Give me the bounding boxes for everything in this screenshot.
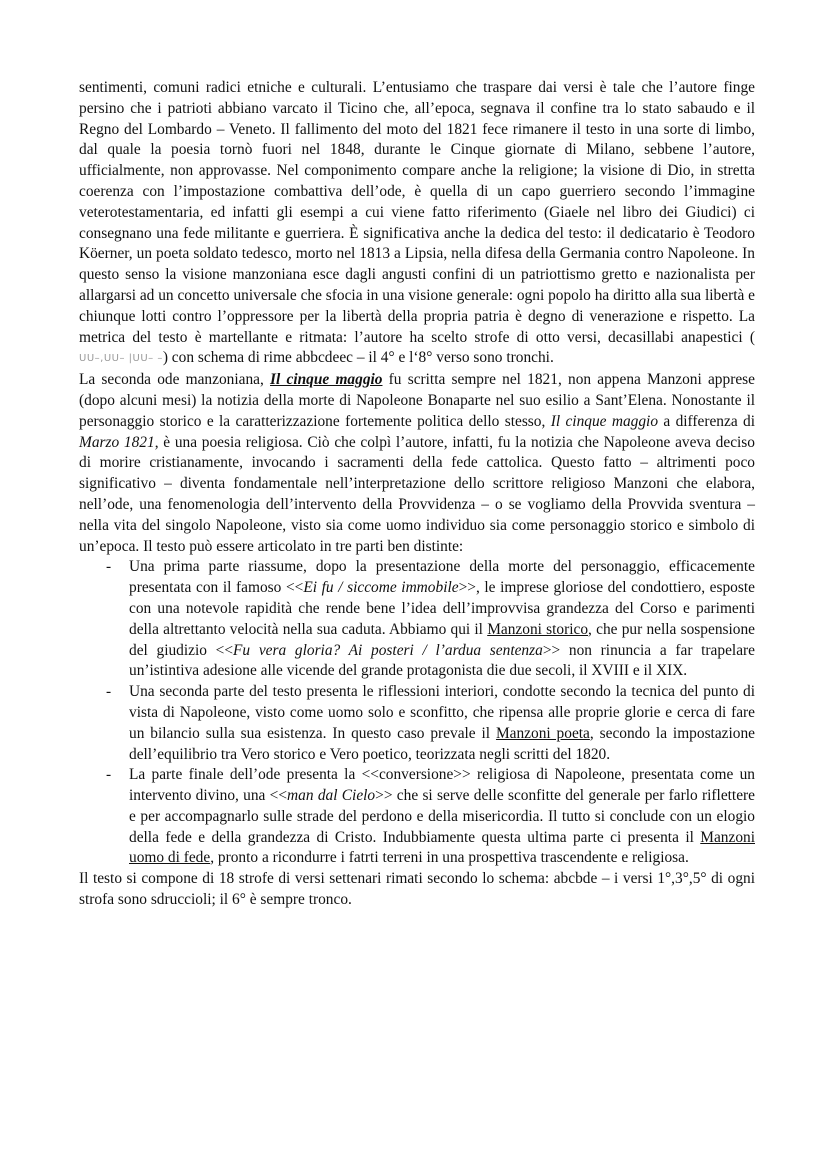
- paragraph-text: sentimenti, comuni radici etniche e culturali. L’entusiamo che traspare dai versi è tale che l’autore finge persino che i patrioti abbiano varcato il Ticino che, all’epoca, segnava il confine tra lo stato sabaudo e il Regno del Lombardo – Veneto. Il fallimento del moto del 1821 fece rimanere il testo in una sorte di limbo, dal quale la poesia tornò fuori nel 1848, durante le Cinque giornate di Milano, sebbene l’autore, ufficialmente, non approvasse. Nel componimento compare anche la religione; la visione di Dio, in stretta coerenza con l’impostazione combattiva dell’ode, è quella di un capo guerriero secondo l’immagine veterotestamentaria, ed infatti gli esempi a cui viene fatto riferimento (Giaele nel libro dei Giudici) ci consegnano una fede militante e guerriera. È significativa anche la dedica del testo: il dedicatario è Teodoro Köerner, un poeta soldato tedesco, morto nel 1813 a Lipsia, nella difesa della Germania contro Napoleone. In questo senso la visione manzoniana esce dagli angusti confini di un patriottismo gretto e nazionalista per allargarsi ad un concetto universale che sfocia in una visione generale: ogni popolo ha diritto alla sua libertà e chiunque lotti contro l’oppressore per la libertà della propria patria è degno di venerazione e rispetto. La metrica del testo è martellante e ritmata: l’autore ha scelto strofe di otto versi, decasillabi anapestici (: [79, 79, 755, 346]
- list-item-text: >> che si serve delle sconfitte del generale per farlo riflettere e per accompagnarlo sulle strade del perdono e della misericordia. Il tutto si conclude con un elogio della fede e della grandezza di Cristo. Indubbiamente questa ultima parte ci presenta il: [129, 787, 756, 846]
- dash-bullet: -: [106, 683, 112, 701]
- paragraph-cinque-maggio: [79, 370, 755, 557]
- underlined-term: Manzoni poeta: [495, 724, 590, 742]
- paragraph-text: fu scritta sempre nel 1821, non appena Manzoni apprese (dopo alcuni mesi) la notizia della morte di Napoleone Bonaparte nel suo esilio a Sant’Elena. Nonostante il personaggio storico e la caratterizzazione fortemente politica dello stesso,: [79, 371, 755, 430]
- list-item-text: >>, le imprese gloriose del condottiero, esposte con una notevole rapidità che rende bene l’idea dell’improvvisa grandezza del Corso e parimenti della altrettanto velocità nella sua caduta. Abbiamo qui il: [129, 579, 755, 638]
- dash-bullet: -: [106, 558, 112, 576]
- paragraph-text: La seconda ode manzoniana,: [79, 371, 271, 389]
- paragraph-text: ) con schema di rime abbcdeec – il 4° e l‘8° verso sono tronchi.: [162, 349, 554, 367]
- underlined-term: Manzoni uomo di fede: [129, 828, 755, 867]
- list-item-text: , pronto a ricondurre i fatrti terreni in una prospettiva trascendente e religiosa.: [210, 849, 689, 867]
- underlined-term: Manzoni storico: [487, 620, 589, 638]
- list-item: [79, 557, 755, 682]
- italic-title: Il cinque maggio: [550, 412, 659, 430]
- list-item-text: La parte finale dell’ode presenta la <<conversione>> religiosa di Napoleone, presentata come un intervento divino, una <<: [129, 766, 755, 805]
- ode-title: Il cinque maggio: [270, 371, 383, 389]
- paragraph-marzo-1821: [79, 78, 755, 370]
- list-item: [79, 765, 755, 869]
- italic-title: Marzo 1821: [79, 433, 155, 451]
- metric-scheme-symbols: UU–,UU– |UU– –: [79, 353, 163, 365]
- paragraph-text: a differenza di: [658, 412, 755, 430]
- paragraph-text: , è una poesia religiosa. Ciò che colpì l’autore, infatti, fu la notizia che Napoleone aveva deciso di morire cristianamente, invocando i sacramenti della fede cattolica. Questo fatto – altrimenti poco significativo – diventa fondamentale nell’interpretazione dello scrittore religioso Manzoni che elabora, nell’ode, una fenomenologia dell’intervento della Provvidenza – o se vogliamo della Provvida sventura – nella vita del singolo Napoleone, visto sia come uomo individuo sia come personaggio storico e simbolo di un’epoca. Il testo può essere articolato in tre parti ben distinte:: [79, 433, 755, 555]
- quotation: Fu vera gloria? Ai posteri / l’ardua sentenza: [233, 641, 543, 659]
- list-item-text: , secondo la impostazione dell’equilibrio tra Vero storico e Vero poetico, teorizzata negli scritti del 1820.: [129, 724, 755, 763]
- list-item: [79, 682, 755, 765]
- quotation: man dal Cielo: [287, 787, 376, 805]
- list-item-text: Una prima parte riassume, dopo la presentazione della morte del personaggio, efficacemente presentata con il famoso <<: [129, 558, 755, 597]
- list-item-text: Una seconda parte del testo presenta le riflessioni interiori, condotte secondo la tecnica del punto di vista di Napoleone, visto come uomo solo e sconfitto, che ripensa alle proprie glorie e cerca di fare un bilancio sulla sua esistenza. In questo caso prevale il: [129, 683, 755, 742]
- dash-bullet: -: [106, 766, 112, 784]
- list-item-text: , che pur nella sospensione del giudizio <<: [129, 620, 755, 659]
- paragraph-metrics: Il testo si compone di 18 strofe di versi settenari rimati secondo lo schema: abcbde – i versi 1°,3°,5° di ogni strofa sono sdruccioli; il 6° è sempre tronco.: [79, 870, 755, 909]
- parts-list: [79, 557, 755, 869]
- quotation: Ei fu / siccome immobile: [303, 579, 459, 597]
- list-item-text: >> non rinuncia a far trapelare un’istintiva adesione alle vicende del grande protagonista die due secoli, il XVIII e il XIX.: [129, 641, 755, 680]
